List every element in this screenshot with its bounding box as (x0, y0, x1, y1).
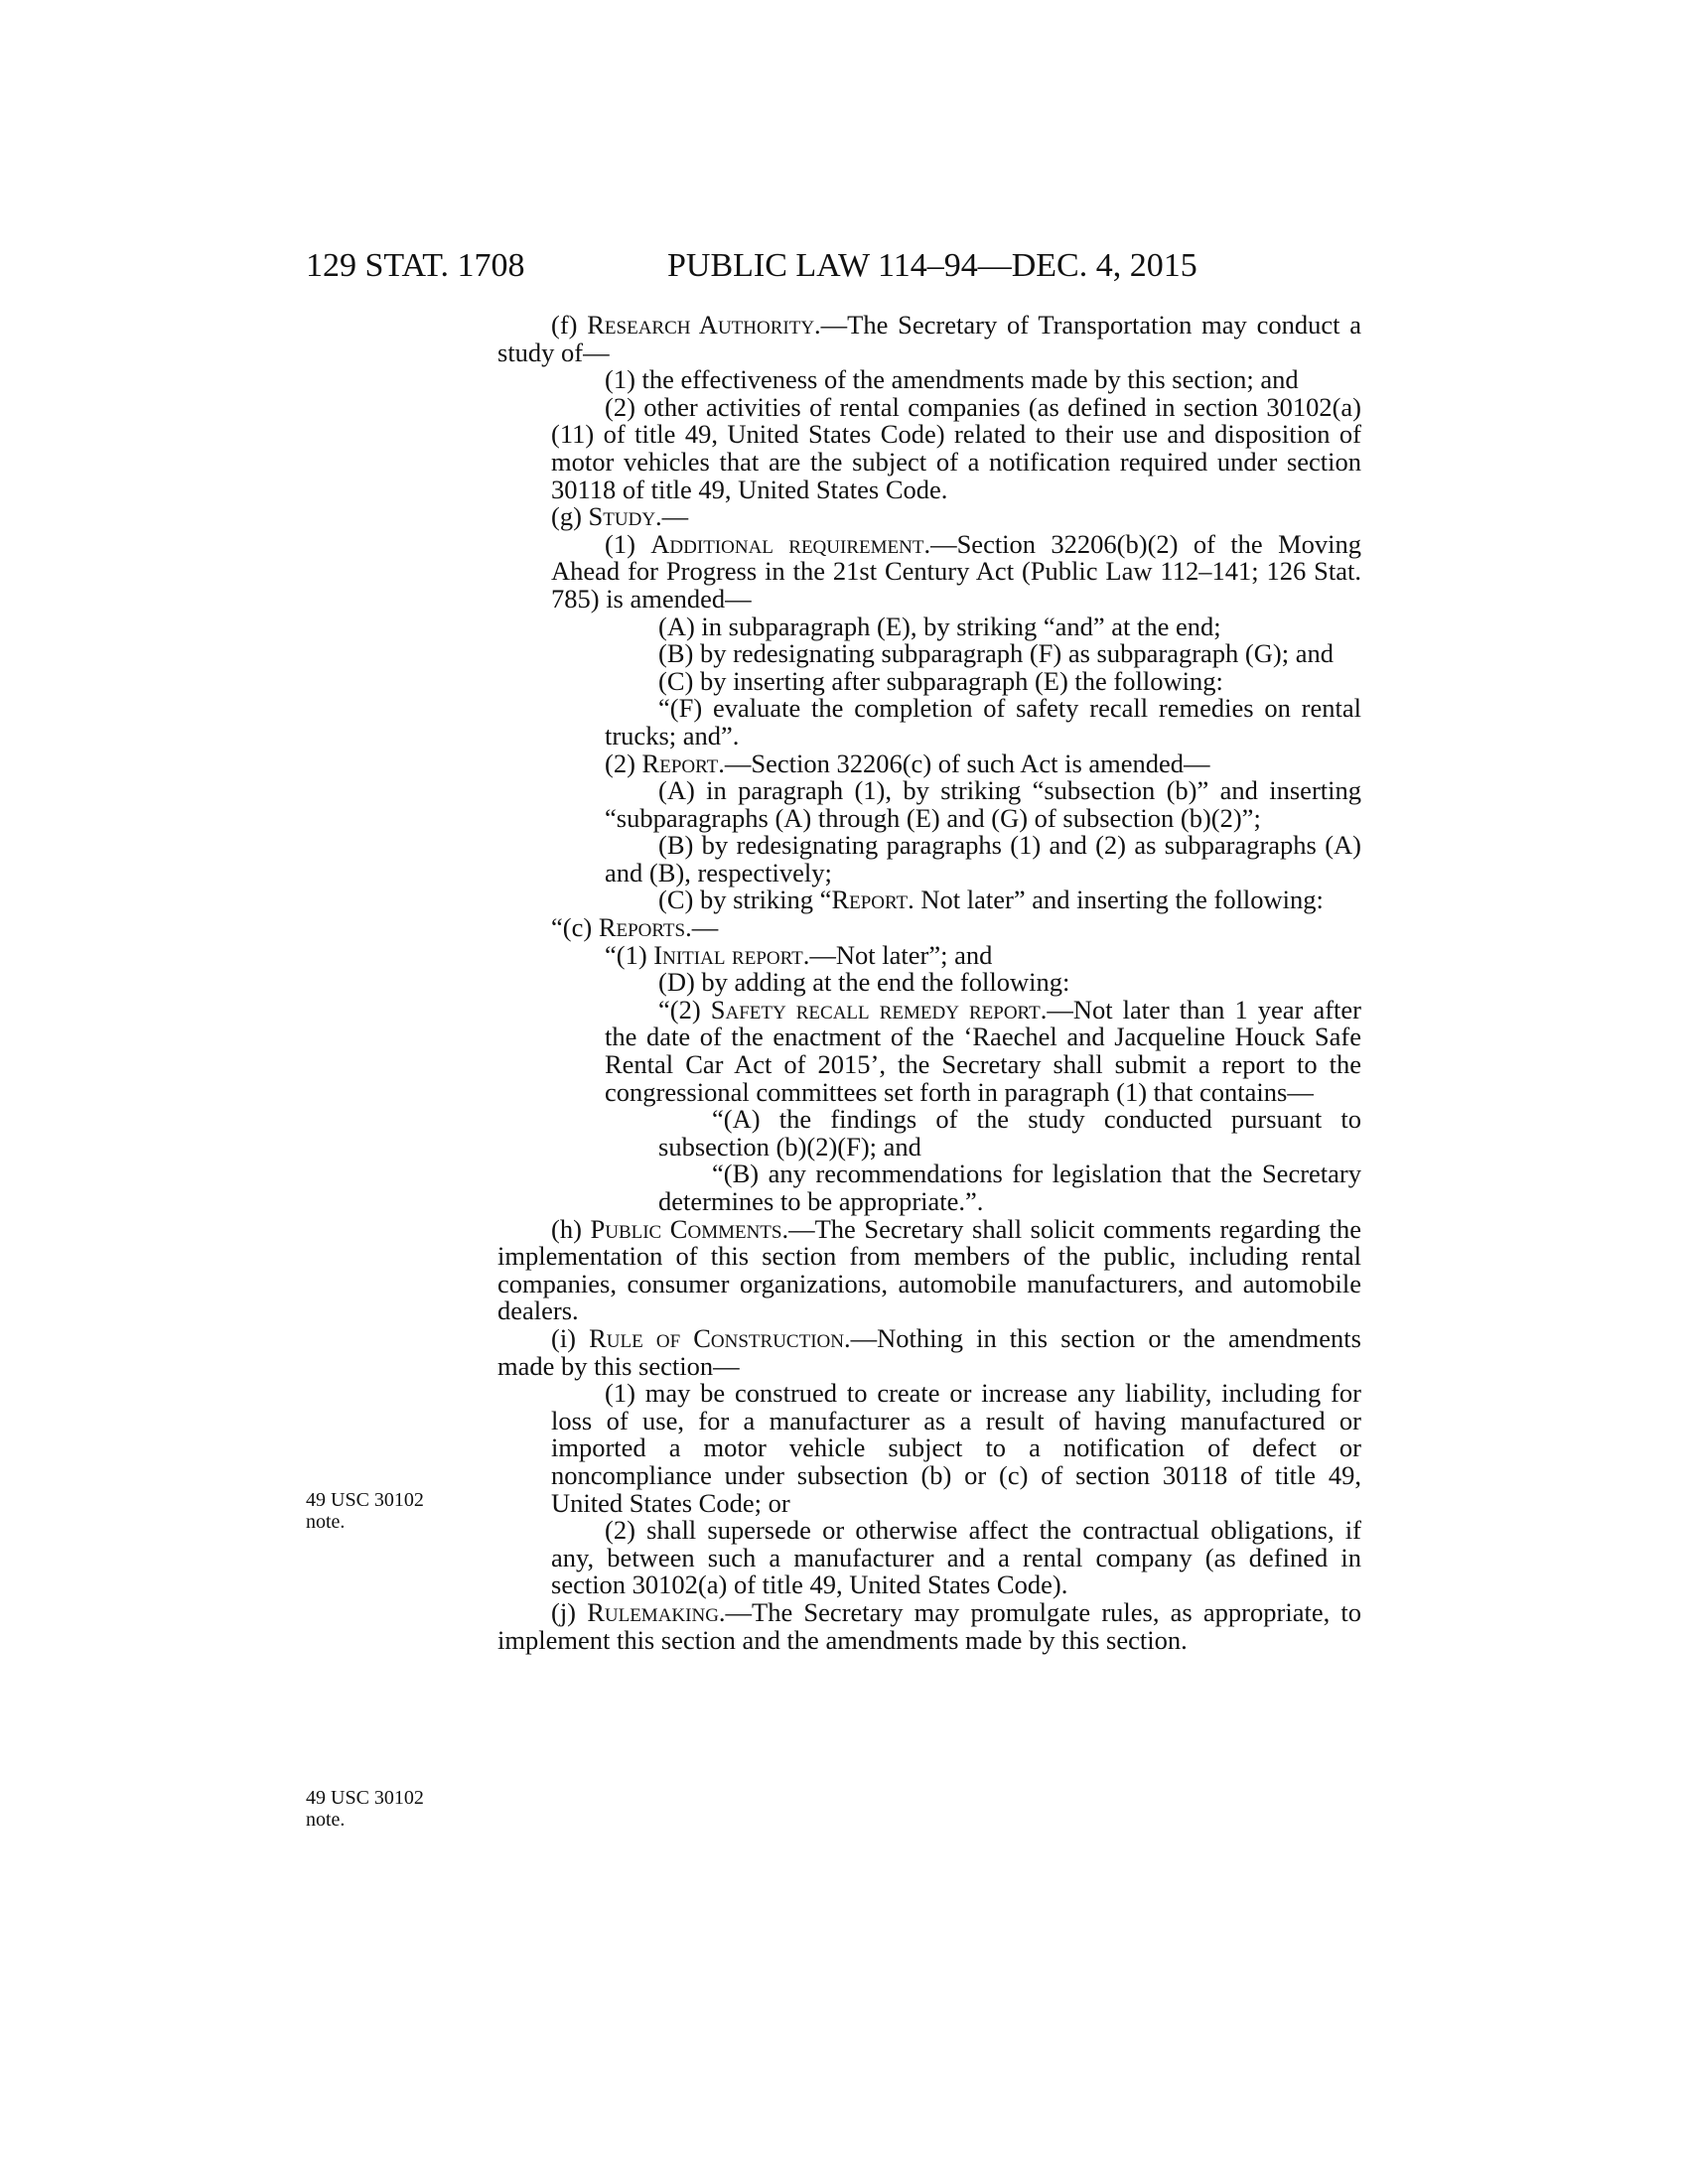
heading: Report (831, 885, 909, 915)
subsection-j (497, 1596, 1361, 1655)
quoted-subparagraph-A: “(A) the findings of the study conducted pursuant to subsection (b)(2)(F); and (658, 1104, 1361, 1161)
subsection-label: (g) (551, 501, 589, 532)
paragraph-text: .—Section 32206(b)(2) of the Moving Ahead for Progress in the 21st Century Act (Public Law 112–141; 126 Stat. 785) is amended— (551, 528, 1361, 614)
subparagraph-g2A: (A) in paragraph (1), by striking “subsection (b)” and inserting “subparagraphs (A) through (E) and (G) of subsection (b)(2)”; (605, 775, 1361, 833)
subsection-i (497, 1322, 1361, 1381)
subsection-text: .— (655, 501, 689, 532)
subparagraph-g1B: (B) by redesignating subparagraph (F) as subparagraph (G); and (658, 638, 1334, 669)
text: .—Not later than 1 year after the date of the enactment of the ‘Raechel and Jacqueline Houck Safe Rental Car Act of 2015’, the Secretary shall submit a report to the congressional committees set forth in paragraph (1) that contains— (605, 994, 1361, 1107)
text: .—Not later”; and (802, 939, 993, 970)
quoted-paragraph-c2 (497, 994, 1361, 1107)
paragraph-label: (2) (605, 748, 642, 778)
subsection-heading: Public Comments (590, 1213, 782, 1244)
paragraph-heading: Additional requirement (650, 528, 924, 559)
subparagraph-g1C: (C) by inserting after subparagraph (E) the following: (658, 665, 1223, 696)
heading: Reports (598, 912, 686, 943)
margin-note-citation: 49 USC 30102 (306, 1787, 424, 1809)
subsection-g (497, 503, 1361, 531)
paragraph-g2 (497, 748, 1361, 778)
subparagraph-g1A: (A) in subparagraph (E), by striking “and” at the end; (658, 611, 1221, 641)
paragraph-i1: (1) may be construed to create or increase any liability, including for loss of use, for a manufacturer as a result of having manufactured or imported a motor vehicle subject to a notification of defect or noncompliance under subsection (b) or (c) of section 30118 of title 49, United States Code; or (551, 1378, 1361, 1518)
subsection-text: .—Nothing in this section or the amendments made by this section— (497, 1322, 1361, 1381)
margin-note (306, 1489, 465, 1533)
subparagraph-g2D: (D) by adding at the end the following: (658, 967, 1070, 998)
subsection-label: (i) (551, 1322, 590, 1353)
subsection-text: .—The Secretary shall solicit comments regarding the implementation of this section from members of the public, including rental companies, consumer organizations, automobile manufacturers, and automobile dealers. (497, 1213, 1361, 1326)
quoted-subparagraph-B: “(B) any recommendations for legislation that the Secretary determines to be appropriate.”. (658, 1159, 1361, 1216)
subparagraph-g2C (497, 887, 1361, 914)
paragraph-i2: (2) shall supersede or otherwise affect the contractual obligations, if any, between such a manufacturer and a rental company (as defined in section 30102(a) of title 49, United States Code). (551, 1515, 1361, 1600)
subsection-label: (f) (551, 310, 588, 340)
subparagraph-g2B: (B) by redesignating paragraphs (1) and (2) as subparagraphs (A) and (B), respectively; (605, 830, 1361, 887)
paragraph-g1 (497, 528, 1361, 614)
paragraph-text: .—Section 32206(c) of such Act is amended— (718, 748, 1210, 778)
paragraph-heading: Report (641, 748, 719, 778)
subsection-label: (h) (551, 1213, 591, 1244)
heading: Initial report (653, 939, 803, 970)
page-stat-header: 129 STAT. 1708 (306, 247, 525, 284)
subsection-text: .—The Secretary may promulgate rules, as appropriate, to implement this section and the amendments made by this section. (497, 1596, 1361, 1655)
text: (C) by striking “ (658, 885, 832, 915)
paragraph-f2: (2) other activities of rental companies (as defined in section 30102(a)(11) of title 49, United States Code) related to their use and disposition of motor vehicles that are the subject of a notification required under section 30118 of title 49, United States Code. (551, 391, 1361, 504)
text: “(2) (658, 994, 711, 1024)
paragraph-label: (1) (605, 528, 651, 559)
subsection-f (497, 312, 1361, 366)
quoted-subsection-c (497, 914, 1361, 942)
subsection-heading: Rulemaking (587, 1596, 719, 1627)
subsection-text: .—The Secretary of Transportation may conduct a study of— (497, 310, 1361, 367)
quoted-paragraph-c1 (497, 939, 1361, 970)
paragraph-f1: (1) the effectiveness of the amendments made by this section; and (605, 364, 1299, 395)
margin-note-suffix: note. (306, 1511, 346, 1533)
subsection-heading: Rule of Construction (589, 1322, 844, 1353)
text: .— (685, 912, 719, 943)
subsection-heading: Study (588, 501, 656, 532)
text: “(1) (605, 939, 654, 970)
margin-note (306, 1787, 465, 1831)
margin-note-suffix: note. (306, 1809, 346, 1831)
margin-note-citation: 49 USC 30102 (306, 1489, 424, 1511)
heading: Safety recall remedy report (710, 994, 1041, 1024)
text: . Not later” and inserting the following: (908, 885, 1324, 915)
quoted-text: “(F) evaluate the completion of safety recall remedies on rental trucks; and”. (605, 693, 1361, 751)
text: “(c) (551, 912, 599, 943)
subsection-label: (j) (551, 1596, 588, 1627)
subsection-h (497, 1213, 1361, 1326)
law-title-header: PUBLIC LAW 114–94—DEC. 4, 2015 (667, 247, 1197, 284)
subsection-heading: Research Authority (587, 310, 815, 340)
statute-body (497, 312, 1361, 1654)
